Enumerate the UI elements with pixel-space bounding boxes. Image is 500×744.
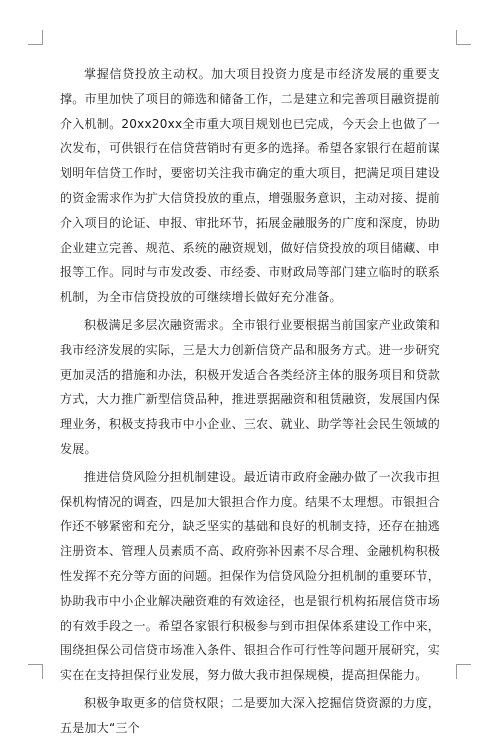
corner-mark-top-left xyxy=(28,30,43,45)
paragraph-credit-initiative: 掌握信贷投放主动权。加大项目投资力度是市经济发展的重要支撑。市里加快了项目的筛选和储备工作，二是建立和完善项目融资提前介入机制。20xx20xx全市重大项目规划也已完成，今天会上也做了一次发布，可供银行在信贷营销时有更多的选择。希望各家银行在超前谋划明年信贷工作时，要密切关注我市确定的重大项目，把满足项目建设的资金需求作为扩大信贷投放的重点，增强服务意识，主动对接、提前介入项目的论证、申报、审批环节，拓展金融服务的广度和深度，协助企业建立完善、规范、系统的融资规划，做好信贷投放的项目储藏、申报等工作。同时与市发改委、市经委、市财政局等部门建立临时的联系机制，为全市信贷投放的可继续增长做好充分准备。 xyxy=(60,67,440,305)
corner-mark-top-right xyxy=(456,30,471,45)
corner-mark-bottom-left xyxy=(28,664,43,679)
document-body xyxy=(60,62,440,744)
paragraph-credit-authority: 积极争取更多的信贷权限；二是要加大深入挖掘信贷资源的力度，五是加大“三个 xyxy=(60,695,440,735)
corner-mark-bottom-right xyxy=(456,664,471,679)
paragraph-risk-sharing: 推进信贷风险分担机制建设。最近请市政府金融办做了一次我市担保机构情况的调查，四是加大银担合作力度。结果不太理想。市银担合作还不够紧密和充分，缺乏坚实的基础和良好的机制支持，还存在抽逃注册资本、管理人员素质不高、政府弥补因素不尽合理、金融机构积极性发挥不充分等方面的问题。担保作为信贷风险分担机制的重要环节，协助我市中小企业解决融资难的有效途径，也是银行机构拓展信贷市场的有效手段之一。希望各家银行积极参与到市担保体系建设工作中来，围绕担保公司信贷市场准入条件、银担合作可行性等问题开展研究，实实在在支持担保行业发展，努力做大我市担保规模，提高担保能力。 xyxy=(60,469,440,683)
paragraph-financing-needs: 积极满足多层次融资需求。全市银行业要根据当前国家产业政策和我市经济发展的实际，三是大力创新信贷产品和服务方式。进一步研究更加灵活的措施和办法，积极开发适合各类经济主体的服务项目和贷款方式，大力推广新型信贷品种，推进票据融资和租赁融资，发展国内保理业务，积极支持我市中小企业、三农、就业、助学等社会民生领域的发展。 xyxy=(60,317,440,456)
